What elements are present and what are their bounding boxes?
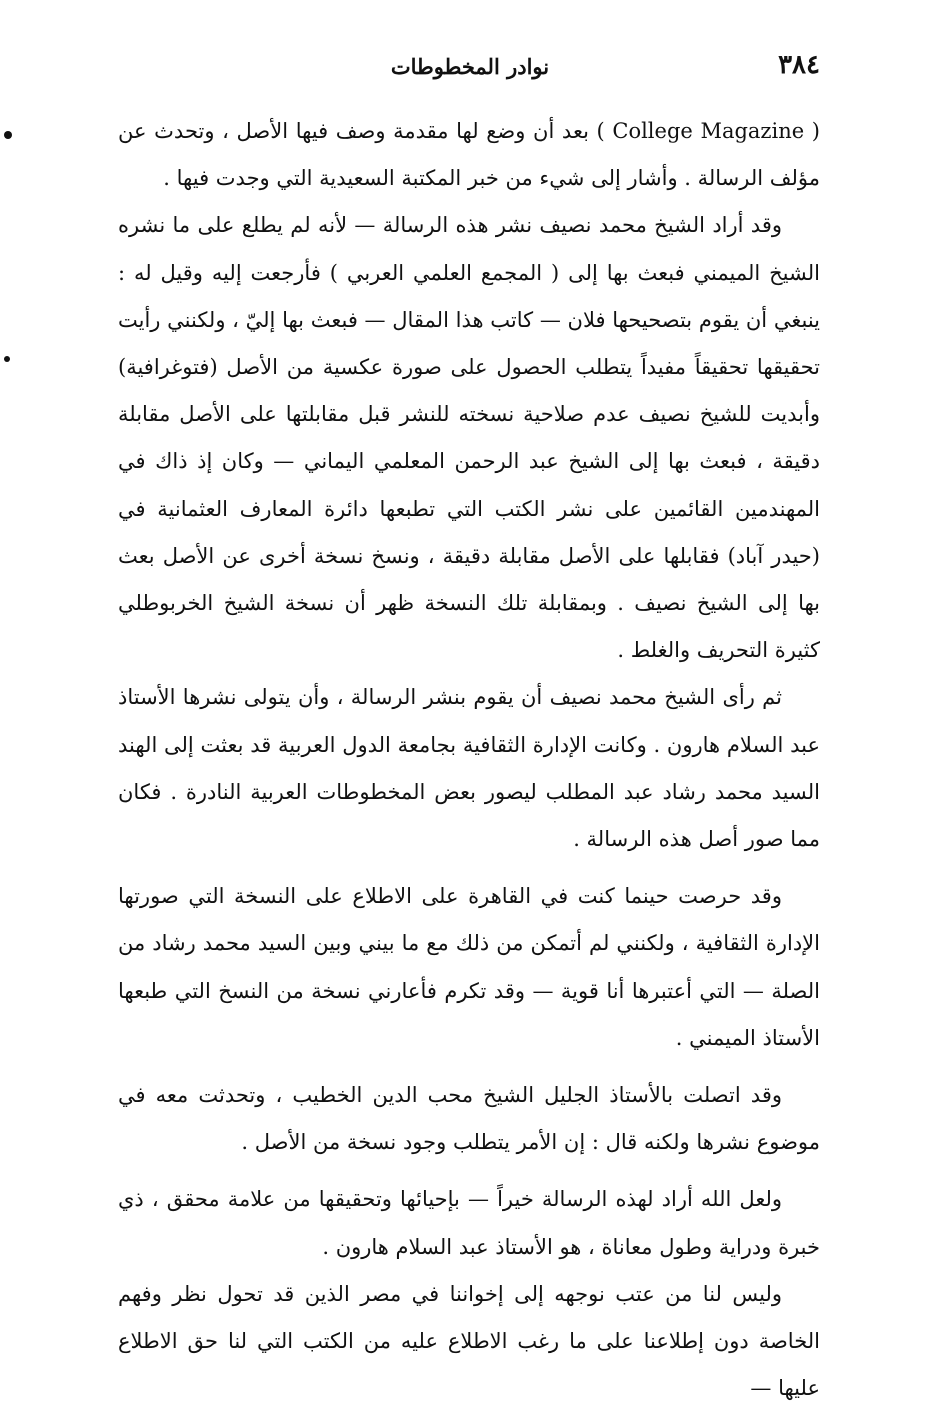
running-title: نوادر المخطوطات [390,54,550,79]
body-text [118,108,820,1412]
page-header [120,50,820,90]
paragraph-3: ثم رأى الشيخ محمد نصيف أن يقوم بنشر الرسالة ، وأن يتولى نشرها الأستاذ عبد السلام هارون . وكانت الإدارة الثقافية بجامعة الدول العربية قد بعثت إلى الهند السيد محمد رشاد عبد المطلب ليصور بعض المخطوطات العربية النادرة . فكان مما صور أصل هذه الرسالة . [118,685,821,852]
paragraph-2: وقد أراد الشيخ محمد نصيف نشر هذه الرسالة — لأنه لم يطلع على ما نشره الشيخ الميمني فبعث بها إلى ( المجمع العلمي العربي ) فأرجعت إليه وقيل له : ينبغي أن يقوم بتصحيحها فلان — كاتب هذا المقال — فبعث بها إليّ ، ولكنني رأيت تحقيقها تحقيقاً مفيداً يتطلب الحصول على صورة عكسية من الأصل (فتوغرافية) وأبديت للشيخ نصيف عدم صلاحية نسخته للنشر قبل مقابلتها على الأصل مقابلة دقيقة ، فبعث بها إلى الشيخ عبد الرحمن المعلمي اليماني — وكان إذ ذاك في المهندمين القائمين على نشر الكتب التي تطبعها دائرة المعارف العثمانية في (حيدر آباد) فقابلها على الأصل مقابلة دقيقة ، ونسخ نسخة أخرى عن الأصل بعث بها إلى الشيخ نصيف . وبمقابلة تلك النسخة ظهر أن نسخة الشيخ الخربوطلي كثيرة التحريف والغلط . [118,213,820,663]
paragraph-4: وقد حرصت حينما كنت في القاهرة على الاطلاع على النسخة التي صورتها الإدارة الثقافية ، ولكنني لم أتمكن من ذلك مع ما بيني وبين السيد محمد رشاد من الصلة — التي أعتبرها أنا قوية — وقد تكرم فأعارني نسخة من النسخ التي طبعها الأستاذ الميمني . [118,884,820,1050]
paragraph-1: ( College Magazine ) بعد أن وضع لها مقدمة وصف فيها الأصل ، وتحدث عن مؤلف الرسالة . وأشار إلى شيء من خبر المكتبة السعيدية التي وجدت فيها . [118,119,820,191]
margin-mark [4,131,12,139]
margin-mark [4,356,10,362]
paragraph-5: وقد اتصلت بالأستاذ الجليل الشيخ محب الدين الخطيب ، وتحدثت معه في موضوع نشرها ولكنه قال : إن الأمر يتطلب وجود نسخة من الأصل . [118,1083,820,1155]
paragraph-7: وليس لنا من عتب نوجهه إلى إخواننا في مصر الذين قد تحول نظر وفهم الخاصة دون إطلاعنا على ما رغب الاطلاع عليه من الكتب التي لنا حق الاطلاع عليها — [118,1281,820,1401]
paragraph-6: ولعل الله أراد لهذه الرسالة خيراً — بإحيائها وتحقيقها من علامة محقق ، ذي خبرة ودراية وطول معاناة ، هو الأستاذ عبد السلام هارون . [118,1187,820,1259]
page-number: ٣٨٤ [778,50,820,80]
